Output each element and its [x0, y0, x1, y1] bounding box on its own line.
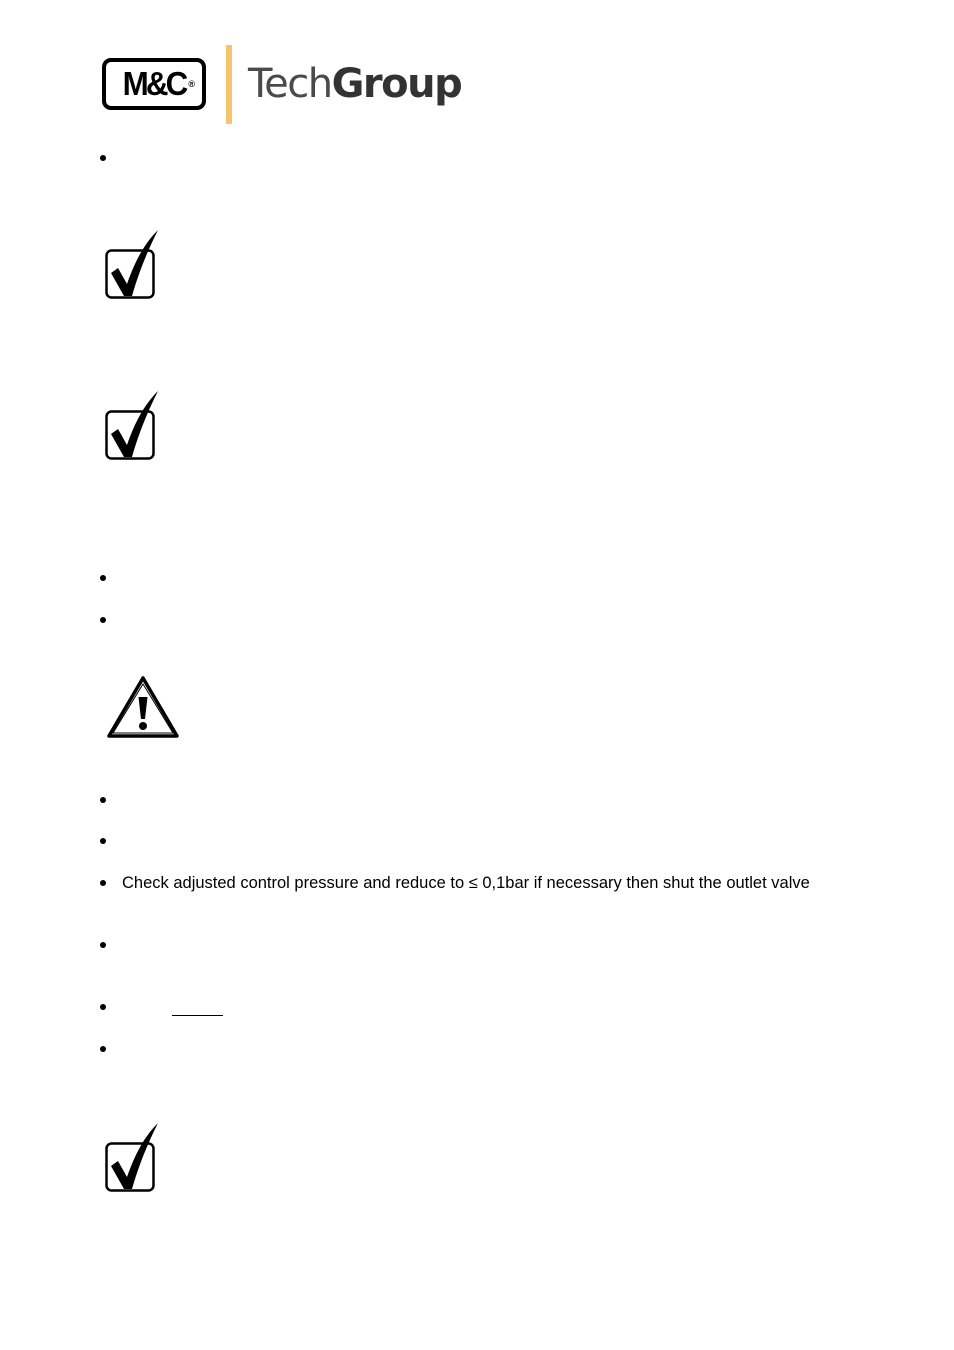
list-bullet	[100, 155, 106, 161]
checkmark-icon	[104, 389, 160, 461]
registered-mark: ®	[188, 79, 195, 89]
list-bullet	[100, 942, 106, 948]
techgroup-logo	[248, 60, 461, 108]
list-item-check-pressure: Check adjusted control pressure and reduce to ≤ 0,1bar if necessary then shut the outlet valve	[122, 874, 810, 892]
checkmark-icon	[104, 1121, 160, 1193]
list-bullet	[100, 1046, 106, 1052]
warning-icon	[107, 675, 179, 739]
list-bullet	[100, 575, 106, 581]
logo-divider	[226, 45, 232, 124]
underline-blank	[172, 1015, 223, 1016]
list-bullet	[100, 617, 106, 623]
list-bullet	[100, 880, 106, 886]
list-bullet	[100, 797, 106, 803]
list-bullet	[100, 838, 106, 844]
mc-logo-letters: M&C	[122, 65, 186, 102]
checkmark-icon	[104, 228, 160, 300]
mc-logo	[102, 58, 206, 110]
logo-group-text: Group	[331, 61, 462, 107]
logo-tech-text: Tech	[248, 61, 332, 107]
mc-logo-text	[108, 62, 199, 106]
list-bullet	[100, 1004, 106, 1010]
